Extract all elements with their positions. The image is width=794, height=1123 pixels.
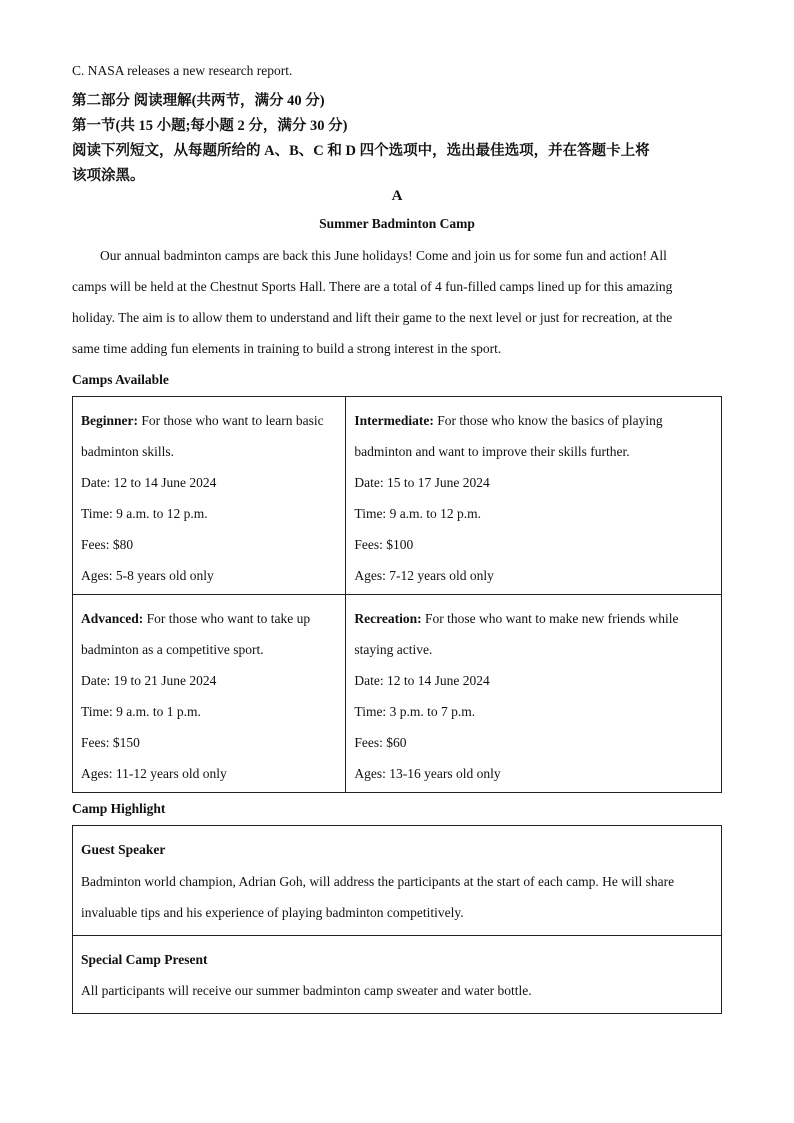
- camp-time: Time: 9 a.m. to 12 p.m.: [354, 506, 482, 521]
- camp-desc: For those who want to take up: [146, 611, 311, 626]
- camp-time: Time: 9 a.m. to 1 p.m.: [81, 704, 201, 719]
- camp-fees: Fees: $150: [81, 735, 140, 750]
- camp-name: Recreation:: [354, 611, 422, 626]
- camp-name: Advanced:: [81, 611, 144, 626]
- camp-desc: For those who want to learn basic: [141, 413, 324, 428]
- camp-cell-recreation: [346, 595, 722, 793]
- highlight-title: Guest Speaker: [81, 842, 166, 857]
- camp-name: Intermediate:: [354, 413, 434, 428]
- passage-title: Summer Badminton Camp: [319, 216, 475, 231]
- instructions-line-2: 该项涂黑。: [72, 168, 145, 184]
- camps-row: [73, 397, 722, 595]
- camp-ages: Ages: 13-16 years old only: [354, 766, 501, 781]
- camp-desc-cont: staying active.: [354, 642, 433, 657]
- camps-row: [73, 595, 722, 793]
- camp-date: Date: 12 to 14 June 2024: [354, 673, 490, 688]
- highlight-text: All participants will receive our summer badminton camp sweater and water bottle.: [81, 983, 532, 998]
- highlight-text: Badminton world champion, Adrian Goh, will address the participants at the start of each camp. He will share invaluable tips and his experience of playing badminton competitively.: [81, 873, 675, 920]
- camp-ages: Ages: 5-8 years old only: [81, 568, 214, 583]
- camp-fees: Fees: $100: [354, 537, 414, 552]
- part-heading: 第二部分 阅读理解(共两节，满分 40 分): [72, 93, 325, 109]
- camp-date: Date: 19 to 21 June 2024: [81, 673, 217, 688]
- camps-table: [72, 396, 722, 793]
- camp-ages: Ages: 11-12 years old only: [81, 766, 227, 781]
- camp-name: Beginner:: [81, 413, 138, 428]
- camp-fees: Fees: $60: [354, 735, 407, 750]
- highlights-box: [72, 825, 722, 1014]
- camp-date: Date: 12 to 14 June 2024: [81, 475, 217, 490]
- intro-paragraph: [72, 240, 696, 364]
- camps-heading: Camps Available: [72, 372, 169, 387]
- highlight-heading: Camp Highlight: [72, 801, 166, 816]
- camp-desc-cont: badminton and want to improve their skills further.: [354, 444, 630, 459]
- camp-date: Date: 15 to 17 June 2024: [354, 475, 490, 490]
- camp-time: Time: 9 a.m. to 12 p.m.: [81, 506, 208, 521]
- camp-desc-cont: badminton as a competitive sport.: [81, 642, 264, 657]
- highlight-guest-speaker: [73, 826, 721, 935]
- section-heading: 第一节(共 15 小题;每小题 2 分，满分 30 分): [72, 118, 348, 134]
- camp-time: Time: 3 p.m. to 7 p.m.: [354, 704, 476, 719]
- passage-letter: A: [391, 188, 403, 204]
- camp-cell-advanced: [73, 595, 346, 793]
- intro-text: Our annual badminton camps are back this June holidays! Come and join us for some fun and action! All camps will be held at the Chestnut Sports Hall. There are a total of 4 fun-filled camps lined up for this amazing holiday. The aim is to allow them to understand and lift their game to the next level or just for recreation, at the same time adding fun elements in training to build a strong interest in the sport.: [72, 248, 673, 356]
- camp-desc: For those who know the basics of playing: [437, 413, 663, 428]
- camp-cell-intermediate: [346, 397, 722, 595]
- instructions-line-1: 阅读下列短文，从每题所给的 A、B、C 和 D 四个选项中，选出最佳选项，并在答题卡上将: [72, 143, 650, 159]
- highlight-camp-present: [73, 935, 721, 1013]
- camp-desc-cont: badminton skills.: [81, 444, 175, 459]
- camp-cell-beginner: [73, 397, 346, 595]
- camp-ages: Ages: 7-12 years old only: [354, 568, 494, 583]
- camp-fees: Fees: $80: [81, 537, 134, 552]
- highlight-title: Special Camp Present: [81, 951, 208, 967]
- camp-desc: For those who want to make new friends while: [425, 611, 679, 626]
- previous-question-option-c: C. NASA releases a new research report.: [72, 63, 293, 78]
